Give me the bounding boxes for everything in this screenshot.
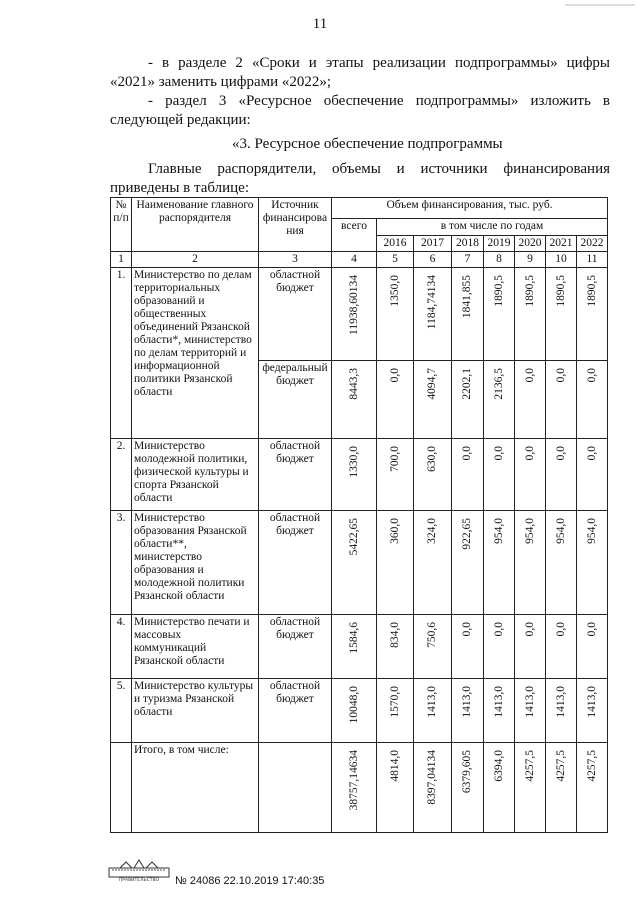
- value-text: 8443,3: [347, 368, 360, 400]
- column-number: 1: [111, 252, 132, 268]
- value-cell: [546, 361, 577, 439]
- header-name: Наименование главного распорядителя: [132, 198, 259, 252]
- value-cell: [452, 361, 484, 439]
- value-text: 954,0: [554, 518, 567, 544]
- column-number: 8: [484, 252, 515, 268]
- value-text: 0,0: [461, 446, 473, 461]
- value-cell: [377, 439, 414, 511]
- value-cell: [414, 743, 452, 833]
- row-number: 3.: [111, 511, 132, 615]
- table-row: [111, 679, 608, 743]
- row-source: [259, 743, 332, 833]
- value-cell: [332, 743, 377, 833]
- section-heading: «3. Ресурсное обеспечение подпрограммы: [232, 136, 503, 152]
- document-registration-number: № 24086 22.10.2019 17:40:35: [175, 875, 325, 887]
- value-text: 4257,5: [585, 750, 598, 782]
- value-text: 0,0: [554, 622, 567, 637]
- value-cell: [515, 439, 546, 511]
- value-text: 954,0: [523, 518, 536, 544]
- value-cell: [332, 615, 377, 679]
- value-text: 834,0: [388, 622, 401, 648]
- value-text: 1350,0: [388, 275, 401, 307]
- value-text: 0,0: [492, 446, 505, 461]
- value-cell: [515, 679, 546, 743]
- row-name: Министерство культуры и туризма Рязанской области: [132, 679, 259, 743]
- value-text: 1413,0: [554, 686, 567, 718]
- value-text: 10048,0: [347, 686, 360, 724]
- table-row: [111, 439, 608, 511]
- value-text: 4257,5: [554, 750, 567, 782]
- column-number: 10: [546, 252, 577, 268]
- value-cell: [484, 511, 515, 615]
- value-cell: [414, 268, 452, 361]
- value-text: 4094,7: [426, 368, 438, 400]
- value-text: 5422,65: [347, 518, 360, 556]
- value-text: 1413,0: [523, 686, 536, 718]
- value-cell: [577, 511, 608, 615]
- value-cell: [414, 615, 452, 679]
- value-text: 0,0: [554, 368, 567, 383]
- value-cell: [515, 743, 546, 833]
- value-text: 1413,0: [585, 686, 598, 718]
- paragraph-2-line-1: - раздел 3 «Ресурсное обеспечение подпрограммы» изложить в: [148, 93, 610, 109]
- column-number: 4: [332, 252, 377, 268]
- row-name: Итого, в том числе:: [132, 743, 259, 833]
- column-number: 3: [259, 252, 332, 268]
- value-text: 1584,6: [347, 622, 360, 654]
- year-header: 2021: [546, 236, 577, 252]
- value-cell: [377, 511, 414, 615]
- value-text: 0,0: [492, 622, 505, 637]
- value-cell: [452, 615, 484, 679]
- header-volume: Объем финансирования, тыс. руб.: [332, 198, 608, 219]
- value-cell: [577, 268, 608, 361]
- value-cell: [452, 439, 484, 511]
- value-cell: [484, 439, 515, 511]
- value-text: 700,0: [388, 446, 401, 472]
- row-source: областной бюджет: [259, 679, 332, 743]
- financing-table: [110, 197, 608, 833]
- row-source: областной бюджет: [259, 511, 332, 615]
- value-text: 6379,605: [461, 750, 473, 794]
- value-text: 4257,5: [523, 750, 536, 782]
- value-cell: [577, 743, 608, 833]
- value-cell: [332, 679, 377, 743]
- government-emblem-stamp: [108, 858, 170, 882]
- row-source: областной бюджет: [259, 268, 332, 361]
- value-cell: [546, 679, 577, 743]
- value-text: 750,6: [426, 622, 438, 648]
- column-number: 6: [414, 252, 452, 268]
- value-cell: [332, 361, 377, 439]
- row-number: 5.: [111, 679, 132, 743]
- value-text: 1570,0: [388, 686, 401, 718]
- value-cell: [515, 511, 546, 615]
- value-cell: [577, 615, 608, 679]
- value-text: 922,65: [461, 518, 473, 550]
- value-cell: [377, 679, 414, 743]
- value-text: 954,0: [585, 518, 598, 544]
- value-cell: [377, 615, 414, 679]
- value-cell: [332, 511, 377, 615]
- row-number: [111, 743, 132, 833]
- value-cell: [484, 268, 515, 361]
- table-row: [111, 615, 608, 679]
- value-text: 8397,04134: [426, 750, 438, 805]
- header-source: Источник финансирова ния: [259, 198, 332, 252]
- paragraph-3-line-1: Главные распорядители, объемы и источники финансирования: [148, 161, 610, 177]
- year-header: 2018: [452, 236, 484, 252]
- value-text: 1413,0: [492, 686, 505, 718]
- value-cell: [414, 361, 452, 439]
- paragraph-2-line-2: следующей редакции:: [110, 112, 251, 128]
- value-cell: [515, 268, 546, 361]
- value-text: 1330,0: [347, 446, 360, 478]
- value-cell: [332, 268, 377, 361]
- value-cell: [452, 679, 484, 743]
- value-cell: [546, 268, 577, 361]
- row-source: федеральный бюджет: [259, 361, 332, 439]
- value-text: 38757,14634: [347, 750, 360, 811]
- value-text: 954,0: [492, 518, 505, 544]
- value-text: 1841,855: [461, 275, 473, 319]
- row-name: Министерство печати и массовых коммуникаций Рязанской области: [132, 615, 259, 679]
- column-number: 9: [515, 252, 546, 268]
- value-text: 0,0: [388, 368, 401, 383]
- value-cell: [546, 439, 577, 511]
- row-number: 4.: [111, 615, 132, 679]
- value-cell: [414, 679, 452, 743]
- value-text: 4814,0: [388, 750, 401, 782]
- value-text: 324,0: [426, 518, 438, 544]
- value-text: 0,0: [523, 622, 536, 637]
- value-cell: [577, 361, 608, 439]
- header-num: № п/п: [111, 198, 132, 252]
- value-cell: [577, 679, 608, 743]
- value-cell: [577, 439, 608, 511]
- row-name: Министерство молодежной политики, физической культуры и спорта Рязанской области: [132, 439, 259, 511]
- value-cell: [484, 361, 515, 439]
- table-row: [111, 511, 608, 615]
- svg-text:ПРАВИТЕЛЬСТВО: ПРАВИТЕЛЬСТВО: [118, 878, 160, 882]
- value-text: 1890,5: [523, 275, 536, 307]
- value-text: 0,0: [461, 622, 473, 637]
- value-text: 2136,5: [492, 368, 505, 400]
- value-cell: [414, 439, 452, 511]
- row-name: Министерство по делам территориальных образований и общественных объединений Рязанской области*, министерство по делам территорий и информационной политики Рязанской области: [132, 268, 259, 439]
- value-text: 0,0: [585, 622, 598, 637]
- value-cell: [332, 439, 377, 511]
- value-cell: [515, 615, 546, 679]
- year-header: 2017: [414, 236, 452, 252]
- value-text: 6394,0: [492, 750, 505, 782]
- value-cell: [452, 511, 484, 615]
- value-cell: [377, 268, 414, 361]
- row-number: 1.: [111, 268, 132, 439]
- year-header: 2022: [577, 236, 608, 252]
- value-text: 0,0: [585, 368, 598, 383]
- paragraph-1-line-1: - в разделе 2 «Сроки и этапы реализации подпрограммы» цифры: [148, 55, 610, 71]
- scan-mark: [565, 4, 635, 6]
- value-cell: [377, 743, 414, 833]
- header-total: всего: [332, 219, 377, 252]
- year-header: 2016: [377, 236, 414, 252]
- value-text: 360,0: [388, 518, 401, 544]
- table-row: [111, 743, 608, 833]
- value-cell: [546, 511, 577, 615]
- value-text: 0,0: [523, 368, 536, 383]
- value-cell: [377, 361, 414, 439]
- column-number: 11: [577, 252, 608, 268]
- value-text: 0,0: [523, 446, 536, 461]
- table-row: [111, 268, 608, 361]
- year-header: 2019: [484, 236, 515, 252]
- paragraph-1-line-2: «2021» заменить цифрами «2022»;: [110, 74, 332, 90]
- value-text: 1184,74134: [426, 275, 438, 330]
- value-cell: [414, 511, 452, 615]
- value-text: 1890,5: [585, 275, 598, 307]
- value-text: 0,0: [585, 446, 598, 461]
- value-text: 11938,60134: [347, 275, 360, 335]
- value-text: 1890,5: [554, 275, 567, 307]
- value-cell: [546, 743, 577, 833]
- year-header: 2020: [515, 236, 546, 252]
- column-number: 2: [132, 252, 259, 268]
- row-name: Министерство образования Рязанской области**, министерство образования и молодежной политики Рязанской области: [132, 511, 259, 615]
- value-cell: [452, 268, 484, 361]
- column-number: 5: [377, 252, 414, 268]
- paragraph-3-line-2: приведены в таблице:: [110, 180, 250, 196]
- value-text: 2202,1: [461, 368, 473, 400]
- value-cell: [452, 743, 484, 833]
- value-cell: [484, 679, 515, 743]
- value-cell: [484, 743, 515, 833]
- value-text: 1890,5: [492, 275, 505, 307]
- column-number: 7: [452, 252, 484, 268]
- header-by-years: в том числе по годам: [377, 219, 608, 236]
- row-source: областной бюджет: [259, 439, 332, 511]
- value-cell: [515, 361, 546, 439]
- value-cell: [546, 615, 577, 679]
- value-text: 0,0: [554, 446, 567, 461]
- value-cell: [484, 615, 515, 679]
- row-source: областной бюджет: [259, 615, 332, 679]
- row-number: 2.: [111, 439, 132, 511]
- value-text: 1413,0: [426, 686, 438, 718]
- page-number: 11: [312, 16, 328, 32]
- value-text: 1413,0: [461, 686, 473, 718]
- value-text: 630,0: [426, 446, 438, 472]
